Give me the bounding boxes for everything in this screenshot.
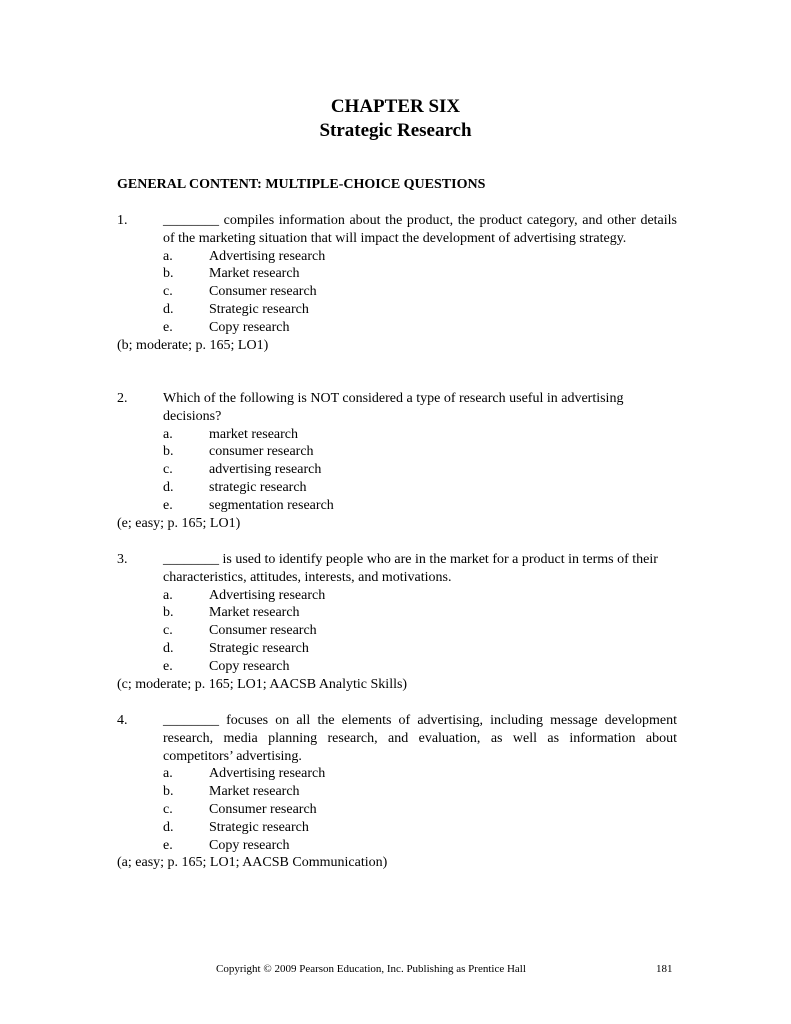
choice-letter: c. bbox=[163, 284, 173, 300]
answer-choice bbox=[117, 461, 677, 479]
choice-letter: b. bbox=[163, 784, 174, 800]
choice-text: Copy research bbox=[209, 658, 290, 674]
choice-text: Market research bbox=[209, 605, 300, 621]
chapter-title: CHAPTER SIX bbox=[330, 96, 461, 117]
answer-choice bbox=[117, 248, 677, 266]
choice-letter: d. bbox=[163, 819, 174, 835]
choice-letter: e. bbox=[163, 319, 173, 335]
choice-text: Advertising research bbox=[209, 248, 326, 264]
question-text: Which of the following is NOT considered a type of research useful in advertising decisions? bbox=[163, 391, 624, 424]
choice-letter: a. bbox=[163, 426, 173, 442]
answer-choice bbox=[117, 301, 677, 319]
answer-choice bbox=[117, 801, 677, 819]
answer-choice bbox=[117, 319, 677, 337]
choice-letter: c. bbox=[163, 801, 173, 817]
question-text: ________ is used to identify people who are in the market for a product in terms of their characteristics, attitudes, interests, and motivations. bbox=[163, 552, 658, 585]
choice-text: Advertising research bbox=[209, 766, 326, 782]
answer-choice bbox=[117, 283, 677, 301]
question-number: 4. bbox=[117, 713, 128, 728]
answer-choice bbox=[117, 622, 677, 640]
footer-copyright: Copyright © 2009 Pearson Education, Inc. Publishing as Prentice Hall bbox=[216, 963, 526, 975]
answer-choice bbox=[117, 783, 677, 801]
question-4 bbox=[117, 712, 677, 872]
choice-text: Market research bbox=[209, 266, 300, 282]
question-3 bbox=[117, 551, 677, 693]
choice-text: Consumer research bbox=[209, 801, 317, 817]
choice-letter: d. bbox=[163, 479, 174, 495]
choice-text: Copy research bbox=[209, 319, 290, 335]
question-number: 3. bbox=[117, 552, 128, 567]
choice-text: market research bbox=[209, 426, 298, 442]
choice-text: Consumer research bbox=[209, 284, 317, 300]
choice-text: strategic research bbox=[209, 479, 307, 495]
choice-letter: b. bbox=[163, 444, 174, 460]
choice-letter: c. bbox=[163, 623, 173, 639]
choice-letter: e. bbox=[163, 658, 173, 674]
choice-letter: b. bbox=[163, 605, 174, 621]
answer-choice bbox=[117, 426, 677, 444]
answer-choice bbox=[117, 587, 677, 605]
section-heading: GENERAL CONTENT: MULTIPLE-CHOICE QUESTIONS bbox=[117, 177, 486, 192]
question-text: ________ focuses on all the elements of advertising, including message development research, media planning research, and evaluation, as well as information about competitors’ advertising. bbox=[163, 713, 677, 764]
choice-text: segmentation research bbox=[209, 497, 334, 513]
question-number: 2. bbox=[117, 391, 128, 406]
choice-letter: a. bbox=[163, 766, 173, 782]
chapter-subtitle: Strategic Research bbox=[319, 120, 472, 141]
choice-letter: a. bbox=[163, 587, 173, 603]
choice-text: consumer research bbox=[209, 444, 314, 460]
answer-key: (a; easy; p. 165; LO1; AACSB Communication) bbox=[117, 855, 388, 871]
answer-choice bbox=[117, 765, 677, 783]
question-2 bbox=[117, 390, 677, 532]
choice-text: Advertising research bbox=[209, 587, 326, 603]
answer-choice bbox=[117, 640, 677, 658]
choice-text: advertising research bbox=[209, 462, 322, 478]
choice-letter: d. bbox=[163, 640, 174, 656]
question-1 bbox=[117, 212, 677, 354]
choice-letter: e. bbox=[163, 837, 173, 853]
choice-text: Strategic research bbox=[209, 819, 309, 835]
choice-text: Consumer research bbox=[209, 623, 317, 639]
choice-letter: c. bbox=[163, 462, 173, 478]
choice-text: Market research bbox=[209, 784, 300, 800]
answer-choice bbox=[117, 443, 677, 461]
choice-letter: d. bbox=[163, 301, 174, 317]
choice-letter: e. bbox=[163, 497, 173, 513]
answer-key: (e; easy; p. 165; LO1) bbox=[117, 515, 241, 531]
choice-letter: b. bbox=[163, 266, 174, 282]
answer-choice bbox=[117, 658, 677, 676]
answer-key: (c; moderate; p. 165; LO1; AACSB Analytic Skills) bbox=[117, 676, 408, 692]
choice-text: Copy research bbox=[209, 837, 290, 853]
answer-choice bbox=[117, 479, 677, 497]
answer-choice bbox=[117, 837, 677, 855]
answer-key: (b; moderate; p. 165; LO1) bbox=[117, 337, 269, 353]
choice-letter: a. bbox=[163, 248, 173, 264]
answer-choice bbox=[117, 819, 677, 837]
question-text: ________ compiles information about the product, the product category, and other details of the marketing situation that will impact the development of advertising strategy. bbox=[163, 213, 677, 246]
question-number: 1. bbox=[117, 213, 128, 228]
choice-text: Strategic research bbox=[209, 640, 309, 656]
choice-text: Strategic research bbox=[209, 301, 309, 317]
answer-choice bbox=[117, 497, 677, 515]
answer-choice bbox=[117, 604, 677, 622]
answer-choice bbox=[117, 265, 677, 283]
page-number: 181 bbox=[656, 963, 673, 975]
